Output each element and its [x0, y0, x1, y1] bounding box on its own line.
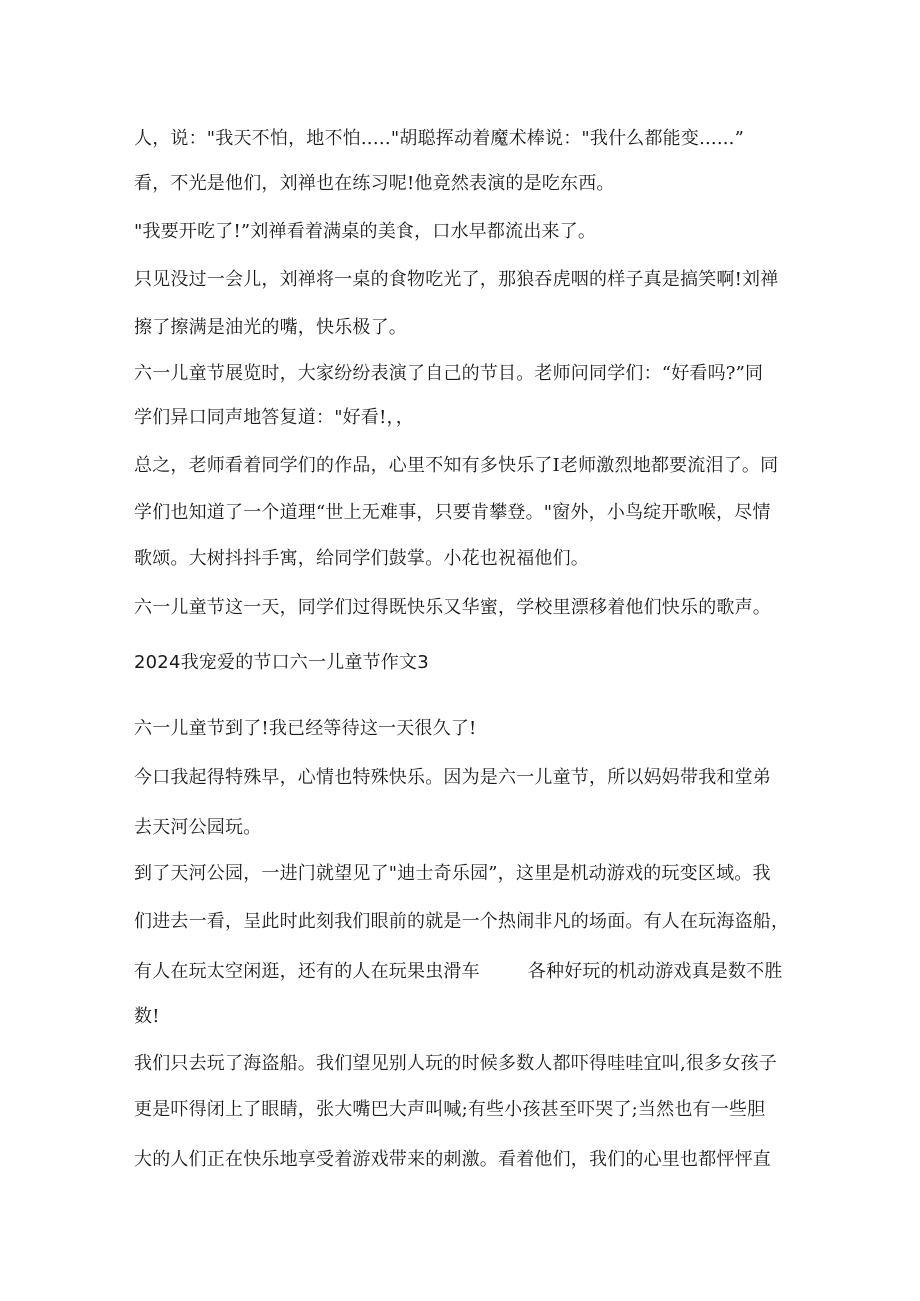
paragraph-line: 数!: [134, 1006, 160, 1027]
paragraph-line: 学们也知道了一个道理“世上无难事，只要肯攀登。"窗外，小鸟绽开歌喉，尽情: [134, 502, 771, 523]
paragraph-line: 六一儿童节这一天，同学们过得既快乐又华蜜，学校里漂移着他们快乐的歌声。: [134, 597, 771, 618]
paragraph-line: 六一儿童节到了!我已经等待这一天很久了!: [134, 718, 477, 739]
paragraph-line-part: 有人在玩太空闲逛，还有的人在玩果虫滑车: [134, 961, 480, 982]
paragraph-line: 总之，老师看着同学们的作品，心里不知有多快乐了I老师激烈地都要流泪了。同: [134, 455, 779, 476]
paragraph-line: 今口我起得特殊早，心情也特殊快乐。因为是六一儿童节，所以妈妈带我和堂弟: [134, 767, 771, 788]
section-heading: 2024我宠爱的节口六一儿童节作文3: [134, 652, 429, 673]
paragraph-line: "我要开吃了!”刘禅看着满桌的美食，口水早都流出来了。: [134, 221, 597, 242]
paragraph-line-split: [134, 960, 783, 984]
paragraph-line: 我们只去玩了海盗船。我们望见别人玩的时候多数人都吓得哇哇宜叫,很多女孩子: [134, 1053, 777, 1074]
paragraph-line: 只见没过一会儿，刘禅将一桌的食物吃光了，那狼吞虎咽的样子真是搞笑啊!刘禅: [134, 269, 779, 290]
paragraph-line-part: 各种好玩的机动游戏真是数不胜: [527, 961, 783, 982]
paragraph-line: 六一儿童节展览时，大家纷纷表演了自己的节目。老师问同学们：“好看吗?”同: [134, 363, 764, 384]
paragraph-line: 擦了擦满是油光的嘴，快乐极了。: [134, 317, 407, 338]
paragraph-line: 大的人们正在快乐地享受着游戏带来的刺激。看着他们，我们的心里也都怦怦直: [134, 1149, 771, 1170]
paragraph-line: 人，说："我天不怕，地不怕..…"胡聪挥动着魔术棒说："我什么都能变......”: [134, 128, 745, 149]
paragraph-line: 歌颂。大树抖抖手寓，给同学们鼓掌。小花也祝福他们。: [134, 548, 589, 569]
paragraph-line: 更是吓得闭上了眼睛，张大嘴巴大声叫喊;有些小孩甚至吓哭了;当然也有一些胆: [134, 1099, 766, 1120]
paragraph-line: 去天河公园玩。: [134, 817, 262, 838]
paragraph-line: 到了天河公园，一进门就望见了"迪士奇乐园”，这里是机动游戏的玩变区域。我: [134, 863, 771, 884]
paragraph-line: 学们异口同声地答复道："好看!，，: [134, 407, 414, 428]
paragraph-line: 们进去一看，呈此时此刻我们眼前的就是一个热闹非凡的场面。有人在玩海盗船，: [134, 911, 790, 932]
paragraph-line: 看，不光是他们，刘禅也在练习呢!他竟然表演的是吃东西。: [134, 173, 615, 194]
